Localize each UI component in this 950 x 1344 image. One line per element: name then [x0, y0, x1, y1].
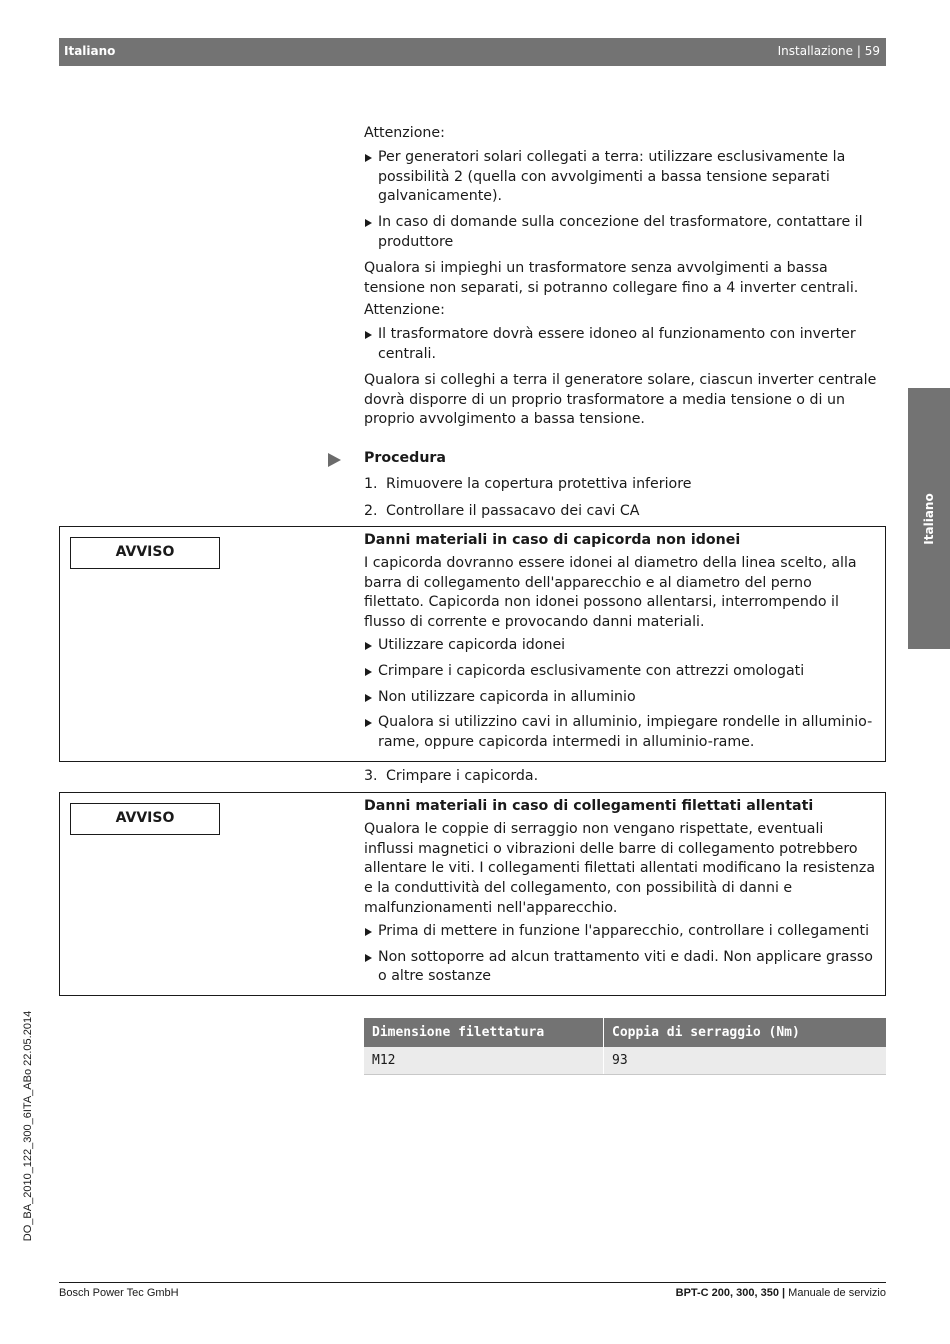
torque-table [364, 1018, 886, 1075]
intro-section [364, 124, 886, 430]
procedure-step [364, 767, 886, 787]
procedure-step-3 [364, 767, 886, 787]
procedure-title: Procedura [364, 450, 447, 466]
table-cell: 93 [604, 1047, 887, 1075]
step-number: 2. [364, 502, 378, 519]
footer-product [676, 1287, 886, 1299]
notice-content [364, 531, 876, 753]
page-header [59, 38, 886, 66]
notice-label: AVVISO [70, 803, 220, 835]
paragraph: Qualora si impieghi un trasformatore senza avvolgimenti a bassa tensione non separati, si potranno collegare fino a 4 inverter centrali. [364, 259, 859, 296]
notice-body: Qualora le coppie di serraggio non vengano rispettate, eventuali influssi magnetici o vibrazioni delle barre di collegamento potrebbero allentare le viti. I collegamenti filettati allentati modificano la resistenza e la conduttività del collegamento, con possibilità di danni e malfunzionamenti nell'apparecchio. [364, 820, 876, 916]
footer-product-model: BPT-C 200, 300, 350 | [675, 1287, 786, 1299]
notice-label: AVVISO [70, 537, 220, 569]
language-side-tab [908, 388, 950, 649]
step-text: Controllare il passacavo dei cavi CA [386, 502, 640, 519]
table-row [364, 1047, 886, 1075]
footer-divider [59, 1282, 886, 1283]
bullet-item: Il trasformatore dovrà essere idoneo al funzionamento con inverter centrali. [364, 325, 886, 365]
column-header: Dimensione filettatura [364, 1018, 604, 1047]
bullet-item: Non utilizzare capicorda in alluminio [364, 688, 876, 708]
bullet-item: Non sottoporre ad alcun trattamento viti e dadi. Non applicare grasso o altre sostanze [364, 948, 876, 988]
footer-company: Bosch Power Tec GmbH [59, 1287, 179, 1299]
notice-title: Danni materiali in caso di capicorda non idonei [364, 532, 741, 548]
table-header-row [364, 1018, 886, 1047]
document-code: DO_BA_2010_122_300_6ITA_ABo 22.05.2014 [22, 1010, 34, 1242]
procedure-section [364, 449, 886, 521]
notice-title: Danni materiali in caso di collegamenti filettati allentati [364, 798, 814, 814]
attention-label: Attenzione: [364, 302, 445, 319]
bullet-item: Per generatori solari collegati a terra: utilizzare esclusivamente la possibilità 2 (quella con avvolgimenti a bassa tensione separati galvanicamente). [364, 148, 886, 207]
attention-label: Attenzione: [364, 125, 445, 141]
step-number: 1. [364, 475, 378, 492]
side-tab-label: Italiano [922, 492, 936, 545]
notice-content [364, 797, 876, 987]
step-text: Rimuovere la copertura protettiva inferiore [386, 475, 692, 492]
footer-manual-title: Manuale de servizio [785, 1287, 886, 1299]
notice-body: I capicorda dovranno essere idonei al diametro della linea scelto, alla barra di collegamento dell'apparecchio e al diametro del perno filettato. Capicorda non idonei possono allentarsi, interrompendo il flusso di corrente e provocando danni materiali. [364, 554, 857, 631]
table-cell: M12 [364, 1047, 604, 1075]
procedure-step [364, 502, 886, 522]
paragraph: Qualora si colleghi a terra il generatore solare, ciascun inverter centrale dovrà disporre di un proprio trasformatore a media tensione o di un proprio avvolgimento a bassa tensione. [364, 371, 877, 428]
notice-box [59, 792, 886, 996]
step-text: Crimpare i capicorda. [386, 768, 539, 784]
bullet-item: Prima di mettere in funzione l'apparecchio, controllare i collegamenti [364, 922, 876, 942]
column-header: Coppia di serraggio (Nm) [604, 1018, 887, 1047]
procedure-step [364, 475, 886, 495]
bullet-item: Qualora si utilizzino cavi in alluminio, impiegare rondelle in alluminio-rame, oppure capicorda intermedi in alluminio-rame. [364, 713, 876, 753]
header-section-page: Installazione | 59 [777, 44, 880, 58]
bullet-item: In caso di domande sulla concezione del trasformatore, contattare il produttore [364, 213, 886, 253]
notice-box [59, 526, 886, 762]
header-language: Italiano [64, 44, 116, 58]
procedure-arrow-icon [328, 453, 341, 467]
step-number: 3. [364, 768, 378, 784]
bullet-item: Crimpare i capicorda esclusivamente con attrezzi omologati [364, 662, 876, 682]
bullet-item: Utilizzare capicorda idonei [364, 636, 876, 656]
